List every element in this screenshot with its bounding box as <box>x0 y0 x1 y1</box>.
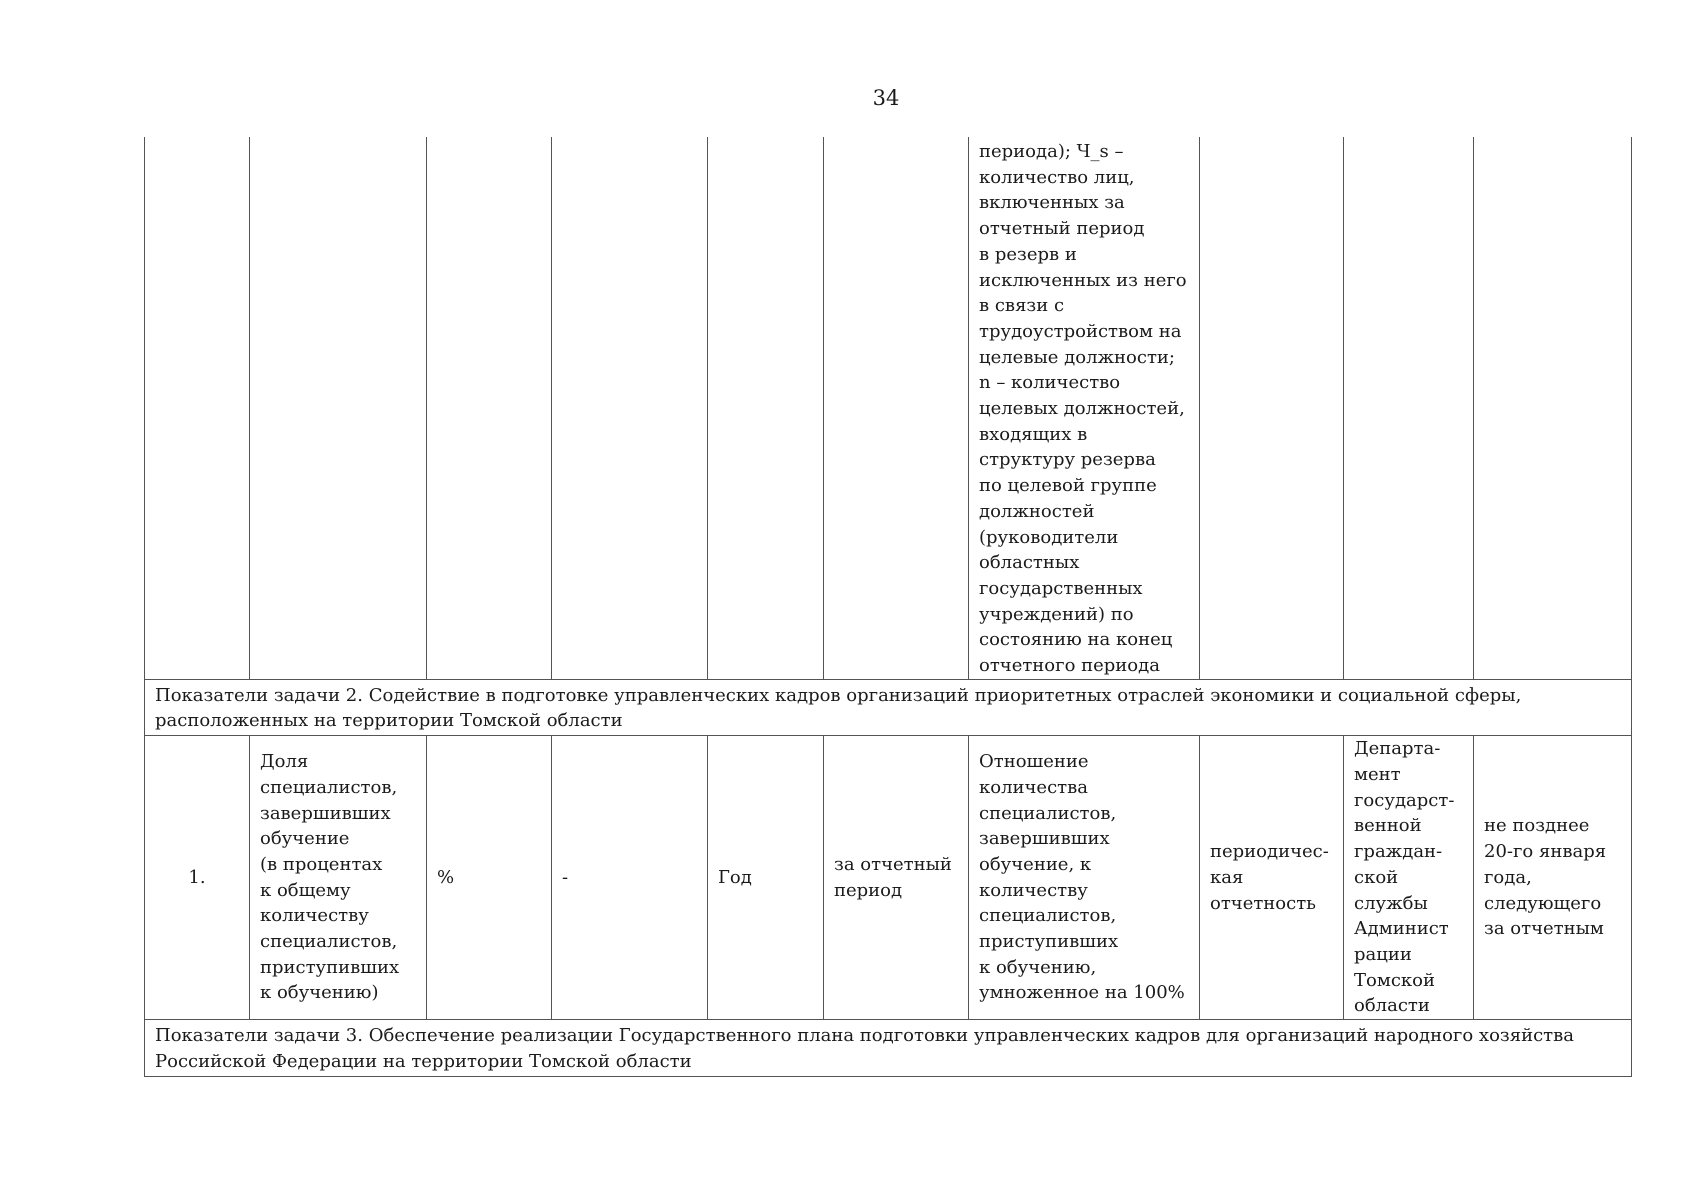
indicators-table <box>144 137 1632 1077</box>
indicator-period: за отчетный период <box>824 736 969 1020</box>
cell-empty <box>1200 137 1344 679</box>
cell-empty <box>427 137 552 679</box>
indicator-unit: % <box>427 736 552 1020</box>
cell-empty <box>145 137 250 679</box>
cell-empty <box>1344 137 1474 679</box>
section-header-row <box>145 679 1632 735</box>
indicator-dash: - <box>552 736 708 1020</box>
section-title: Показатели задачи 2. Содействие в подготовке управленческих кадров организаций приоритетных отраслей экономики и социальной сферы, расположенных на территории Томской области <box>145 679 1632 735</box>
indicator-deadline: не позднее 20-го января года, следующего за отчетным <box>1474 736 1632 1020</box>
section-header-row <box>145 1020 1632 1076</box>
indicator-responsible: Департа- мент государст- венной граждан- ской службы Админист рации Томской области <box>1344 736 1474 1020</box>
indicator-frequency: Год <box>708 736 824 1020</box>
indicator-source: периодичес- кая отчетность <box>1200 736 1344 1020</box>
indicator-name: Доля специалистов, завершивших обучение (в процентах к общему количеству специалистов, приступивших к обучению) <box>250 736 427 1020</box>
page-number: 34 <box>872 86 900 110</box>
indicator-row <box>145 736 1632 1020</box>
continuation-row <box>145 137 1632 679</box>
cell-empty <box>552 137 708 679</box>
section-title: Показатели задачи 3. Обеспечение реализации Государственного плана подготовки управленческих кадров для организаций народного хозяйства Российской Федерации на территории Томской области <box>145 1020 1632 1076</box>
cell-empty <box>1474 137 1632 679</box>
indicator-method: Отношение количества специалистов, завершивших обучение, к количеству специалистов, приступивших к обучению, умноженное на 100% <box>969 736 1200 1020</box>
cell-empty <box>824 137 969 679</box>
cell-empty <box>250 137 427 679</box>
cell-empty <box>708 137 824 679</box>
formula-text-cell: периода); Ч_s – количество лиц, включенных за отчетный период в резерв и исключенных из него в связи с трудоустройством на целевые должности; n – количество целевых должностей, входящих в структуру резерва по целевой группе должностей (руководители областных государственных учреждений) по состоянию на конец отчетного периода <box>969 137 1200 679</box>
indicator-number: 1. <box>145 736 250 1020</box>
